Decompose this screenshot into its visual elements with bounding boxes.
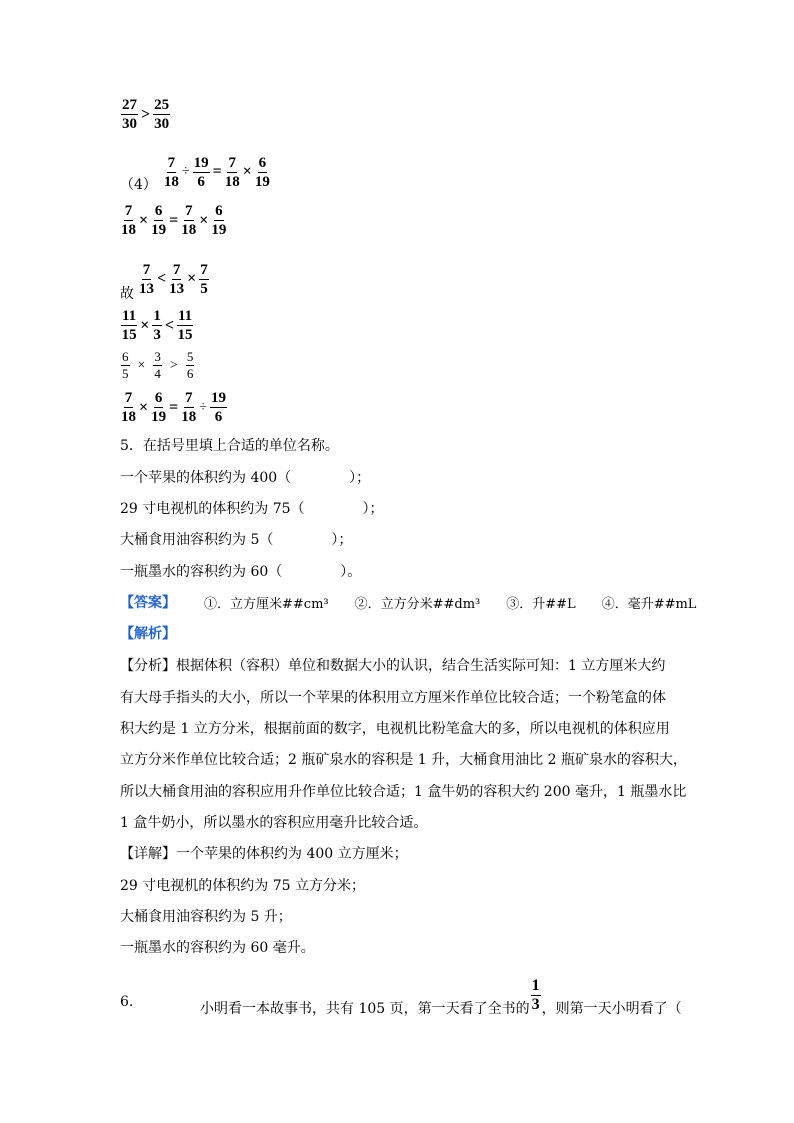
operator: × [199,211,209,229]
fraction: $\frac{7}{18}$ [181,390,197,425]
analysis-line-4: 立方分米作单位比较合适；2 瓶矿泉水的容积是 1 升，大桶食用油比 2 瓶矿泉水的容积大， [120,752,687,768]
fraction: $\frac{5}{6}$ [186,349,194,381]
fraction: $\frac{7}{18}$ [121,203,136,238]
answer-row [120,592,696,612]
math-line-4 [120,255,210,303]
fraction: $\frac{1}{3}$ [153,308,161,343]
detail-line-1: 【详解】一个苹果的体积约为 400 立方厘米； [120,846,408,862]
math-line-3 [120,203,227,238]
fraction: $\frac{7}{18}$ [181,203,197,238]
operator: > [141,105,151,123]
analysis-line-5: 所以大桶食用油的容积应用升作单位比较合适；1 盒牛奶的容积大约 200 毫升，1 瓶墨水比 [120,784,687,800]
question-5-title: 5．在括号里填上合适的单位名称。 [120,438,339,454]
q5-item-4: 一瓶墨水的容积约为 60（ ）。 [120,564,362,580]
fraction: $\frac{6}{19}$ [151,390,167,425]
question-6-number: 6. [120,994,134,1010]
fraction: $\frac{6}{19}$ [254,154,270,190]
operator: × [139,211,149,229]
fraction: $\frac{7}{13}$ [139,261,154,297]
fraction: $\frac{7}{18}$ [163,154,179,190]
operator: < [164,316,174,334]
fraction: $\frac{11}{15}$ [177,308,193,343]
fraction: $\frac{7}{18}$ [224,154,240,190]
fraction: $\frac{1}{3}$ [531,976,540,1013]
answer-2: ②．立方分米##dm³ [354,596,481,612]
fraction: $\frac{6}{5}$ [122,349,129,381]
fraction: $\frac{7}{13}$ [169,261,185,297]
q5-item-2: 29 寸电视机的体积约为 75（ ）； [120,501,384,517]
fraction: $\frac{3}{4}$ [154,349,161,381]
operator: × [140,316,150,334]
operator: × [139,398,149,416]
operator: × [187,270,197,287]
analysis-line-1: 【分析】根据体积（容积）单位和数据大小的认识，结合生活实际可知：1 立方厘米大约 [120,658,666,674]
analysis-line-2: 有大母手指头的大小，所以一个苹果的体积用立方厘米作单位比较合适；一个粉笔盒的体 [120,690,666,706]
fraction: $\frac{19}{6}$ [193,154,209,190]
therefore-text: 故 [120,286,134,302]
answer-3: ③．升##L [506,596,576,612]
detail-line-2: 29 寸电视机的体积约为 75 立方分米； [120,878,365,894]
math-line-5 [120,308,194,343]
detail-line-3: 大桶食用油容积约为 5 升； [120,909,292,925]
analysis-line-6: 1 盒牛奶小，所以墨水的容积应用毫升比较合适。 [120,815,428,831]
answer-4: ④．毫升##mL [601,596,697,612]
math-line-2 [120,150,271,194]
fraction: $\frac{19}{6}$ [210,390,226,425]
fraction: $\frac{7}{18}$ [121,390,136,425]
operator: < [157,270,167,287]
operator: ÷ [181,164,190,179]
operator: = [212,163,222,180]
answer-tag: 【答案】 [120,595,176,611]
analysis-line-3: 积大约是 1 立方分米，根据前面的数字，电视机比粉笔盒大的多，所以电视机的体积应用 [120,721,670,737]
fraction: $\frac{11}{15}$ [121,308,137,343]
fraction: $\frac{27}{30}$ [122,97,137,132]
operator: × [137,357,146,373]
math-line-1 [120,97,171,132]
fraction: $\frac{6}{19}$ [211,203,227,238]
operator: = [169,211,179,229]
fraction: $\frac{7}{5}$ [200,261,208,297]
operator: = [169,398,179,416]
fraction: $\frac{6}{19}$ [151,203,167,238]
operator: × [242,163,252,180]
math-line-6 [120,350,195,381]
operator: ÷ [199,399,207,415]
question-6-text: 小明看一本故事书，共有 105 页，第一天看了全书的 $\frac{1}{3}$ ，则第一天小明看了（ [200,976,682,1017]
q5-item-3: 大桶食用油容积约为 5（ ）； [120,532,353,548]
analysis-tag: 【解析】 [120,626,176,642]
detail-line-4: 一瓶墨水的容积约为 60 毫升。 [120,940,315,956]
operator: > [169,357,178,373]
item-number: （4） [120,177,157,193]
q5-item-1: 一个苹果的体积约为 400（ ）； [120,470,371,486]
fraction: $\frac{25}{30}$ [154,97,170,132]
analysis-tag-row [120,623,176,643]
math-line-7 [120,390,228,425]
answer-1: ①．立方厘米##cm³ [204,596,329,612]
